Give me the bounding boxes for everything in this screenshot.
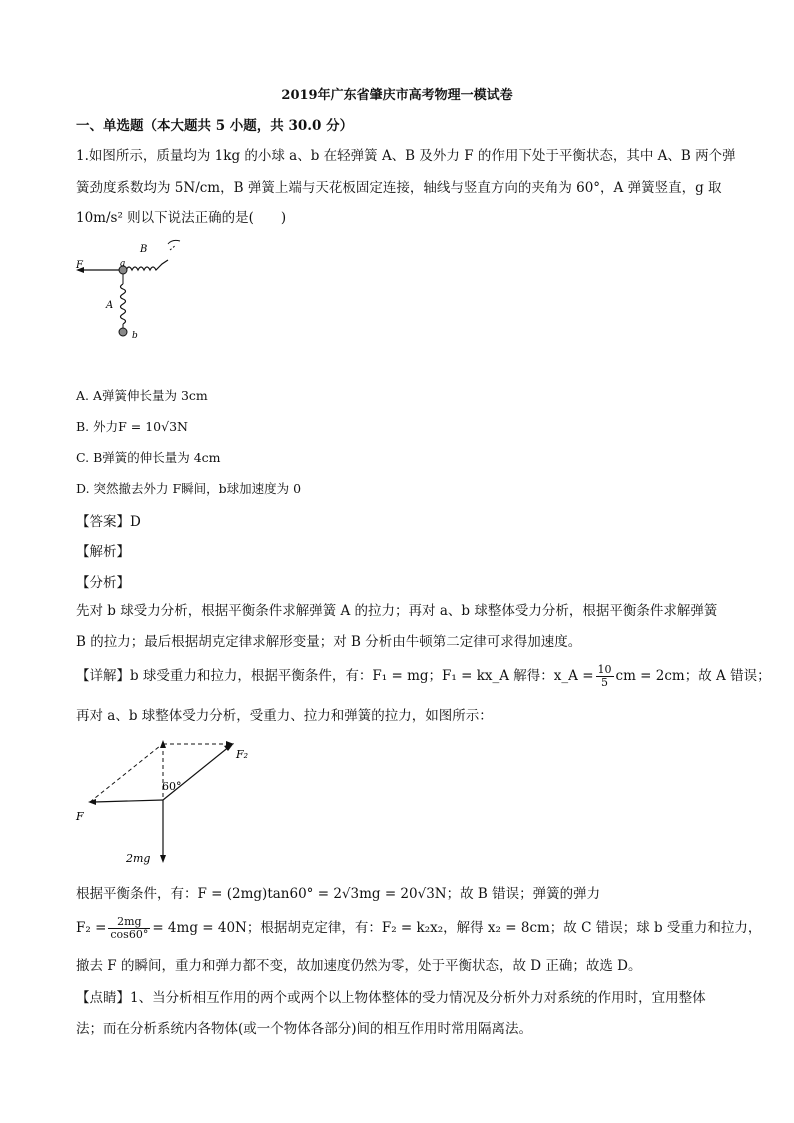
detail-line-1 [76,664,771,689]
answer: 【答案】D [76,514,141,530]
ball-b [119,328,127,336]
label-angle: 60° [162,780,182,793]
solution-line-1: 根据平衡条件，有：F = (2mg)tan60° = 2√3mg = 20√3N；故 B 错误；弹簧的弹力 [76,886,601,902]
fraction-10-over-5: $\frac{10}{5}$ [597,663,612,689]
dianjing-line-1: 【点睛】1、当分析相互作用的两个或两个以上物体整体的受力情况及分析外力对系统的作用时，宜用整体 [76,990,706,1006]
detail-line-1-start: 【详解】b 球受重力和拉力，根据平衡条件，有：F₁ = mg；F₁ = kx_A 解得：x_A = [76,668,594,684]
fenxi-tag: 【分析】 [76,575,130,591]
label-spring-a: A [106,300,114,311]
detail-line-1-end: cm = 2cm；故 A 错误； [615,668,771,684]
spring-a [121,284,126,324]
question-line-3: 10m/s² 则以下说法正确的是( ) [76,210,287,226]
spring-figure [72,236,192,348]
label-f: F [76,810,84,823]
label-spring-b: B [140,244,148,255]
section-heading: 一、单选题（本大题共 5 小题，共 30.0 分） [76,118,354,134]
spring-b [126,260,168,270]
question-line-2: 簧劲度系数均为 5N/cm，B 弹簧上端与天花板固定连接，轴线与竖直方向的夹角为 60°，A 弹簧竖直，g 取 [76,180,722,196]
analysis-tag: 【解析】 [76,544,130,560]
label-f: F [76,260,83,271]
dianjing-line-2: 法；而在分析系统内各物体(或一个物体各部分)间的相互作用时常用隔离法。 [76,1021,533,1037]
solution-line-2 [76,916,761,941]
option-c: C. B弹簧的伸长量为 4cm [76,450,221,465]
label-a: a [120,259,126,269]
label-f2: F₂ [236,748,249,761]
fenxi-line-1: 先对 b 球受力分析，根据平衡条件求解弹簧 A 的拉力；再对 a、b 球整体受力分析，根据平衡条件求解弹簧 [76,603,718,619]
label-2mg: 2mg [126,852,151,865]
option-a: A. A弹簧伸长量为 3cm [76,388,208,403]
detail-line-2: 再对 a、b 球整体受力分析，受重力、拉力和弹簧的拉力，如图所示： [76,708,493,724]
page-title: 2019年广东省肇庆市高考物理一模试卷 [281,88,513,103]
fenxi-line-2: B 的拉力；最后根据胡克定律求解形变量；对 B 分析由牛顿第二定律可求得加速度。 [76,634,582,650]
f-arrow [94,800,163,802]
solution-line-2-start: F₂ = [76,920,107,936]
option-b: B. 外力F = 10√3N [76,419,188,434]
label-b: b [132,331,138,341]
solution-line-2-end: = 4mg = 40N；根据胡克定律，有：F₂ = k₂x₂，解得 x₂ = 8cm；故 C 错误；球 b 受重力和拉力， [152,920,762,936]
force-diagram [70,736,260,866]
option-d: D. 突然撤去外力 F瞬间，b球加速度为 0 [76,481,302,496]
fraction-2mg-over-cos60: $\frac{2mg}{\cos 60^\circ}$ [110,915,149,941]
question-line-1: 1.如图所示，质量均为 1kg 的小球 a、b 在轻弹簧 A、B 及外力 F 的作用下处于平衡状态，其中 A、B 两个弹 [76,148,736,164]
solution-line-3: 撤去 F 的瞬间，重力和弹力都不变，故加速度仍然为零，处于平衡状态，故 D 正确；故选 D。 [76,958,642,974]
